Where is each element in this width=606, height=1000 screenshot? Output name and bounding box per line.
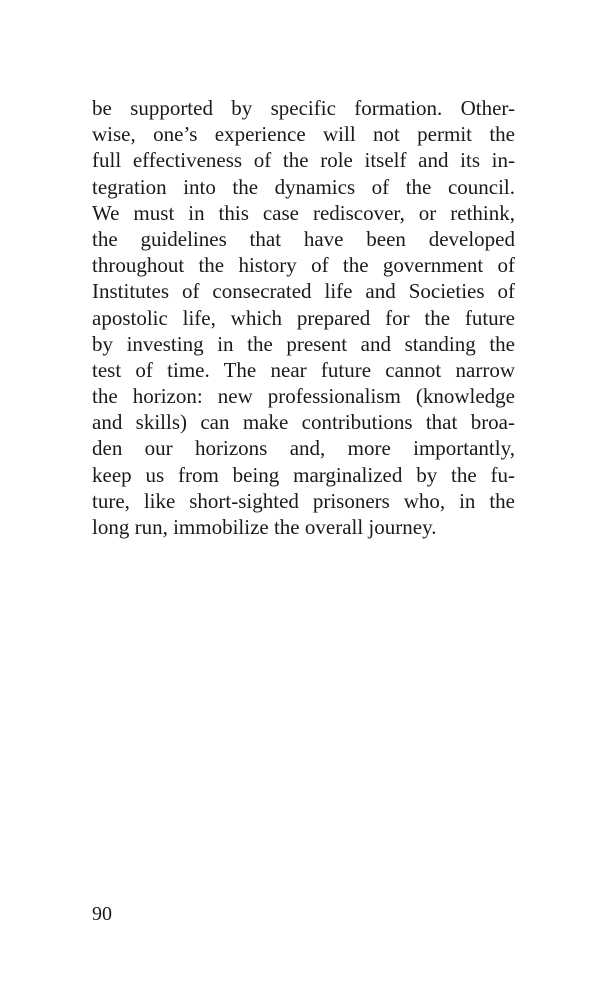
text-line: tegration into the dynamics of the council. [92,174,515,199]
text-line: and skills) can make contributions that broa- [92,410,515,435]
text-line: keep us from being marginalized by the fu- [92,462,515,487]
text-line: be supported by specific formation. Other- [92,96,515,120]
text-line: full effectiveness of the role itself and its in- [92,148,515,173]
text-line: den our horizons and, more importantly, [92,436,515,461]
text-line: long run, immobilize the overall journey. [92,515,437,539]
body-text [92,95,515,540]
text-line: Institutes of consecrated life and Societies of [92,279,515,304]
text-line: ture, like short-sighted prisoners who, in the [92,488,515,513]
text-line: the horizon: new professionalism (knowledge [92,384,515,409]
text-line: test of time. The near future cannot narrow [92,357,515,382]
text-line: We must in this case rediscover, or rethink, [92,200,515,225]
text-line: the guidelines that have been developed [92,226,515,251]
page-number: 90 [92,903,112,925]
text-line: by investing in the present and standing the [92,331,515,356]
text-line: throughout the history of the government of [92,253,515,278]
text-line: wise, one’s experience will not permit the [92,122,515,147]
text-line: apostolic life, which prepared for the future [92,305,515,330]
